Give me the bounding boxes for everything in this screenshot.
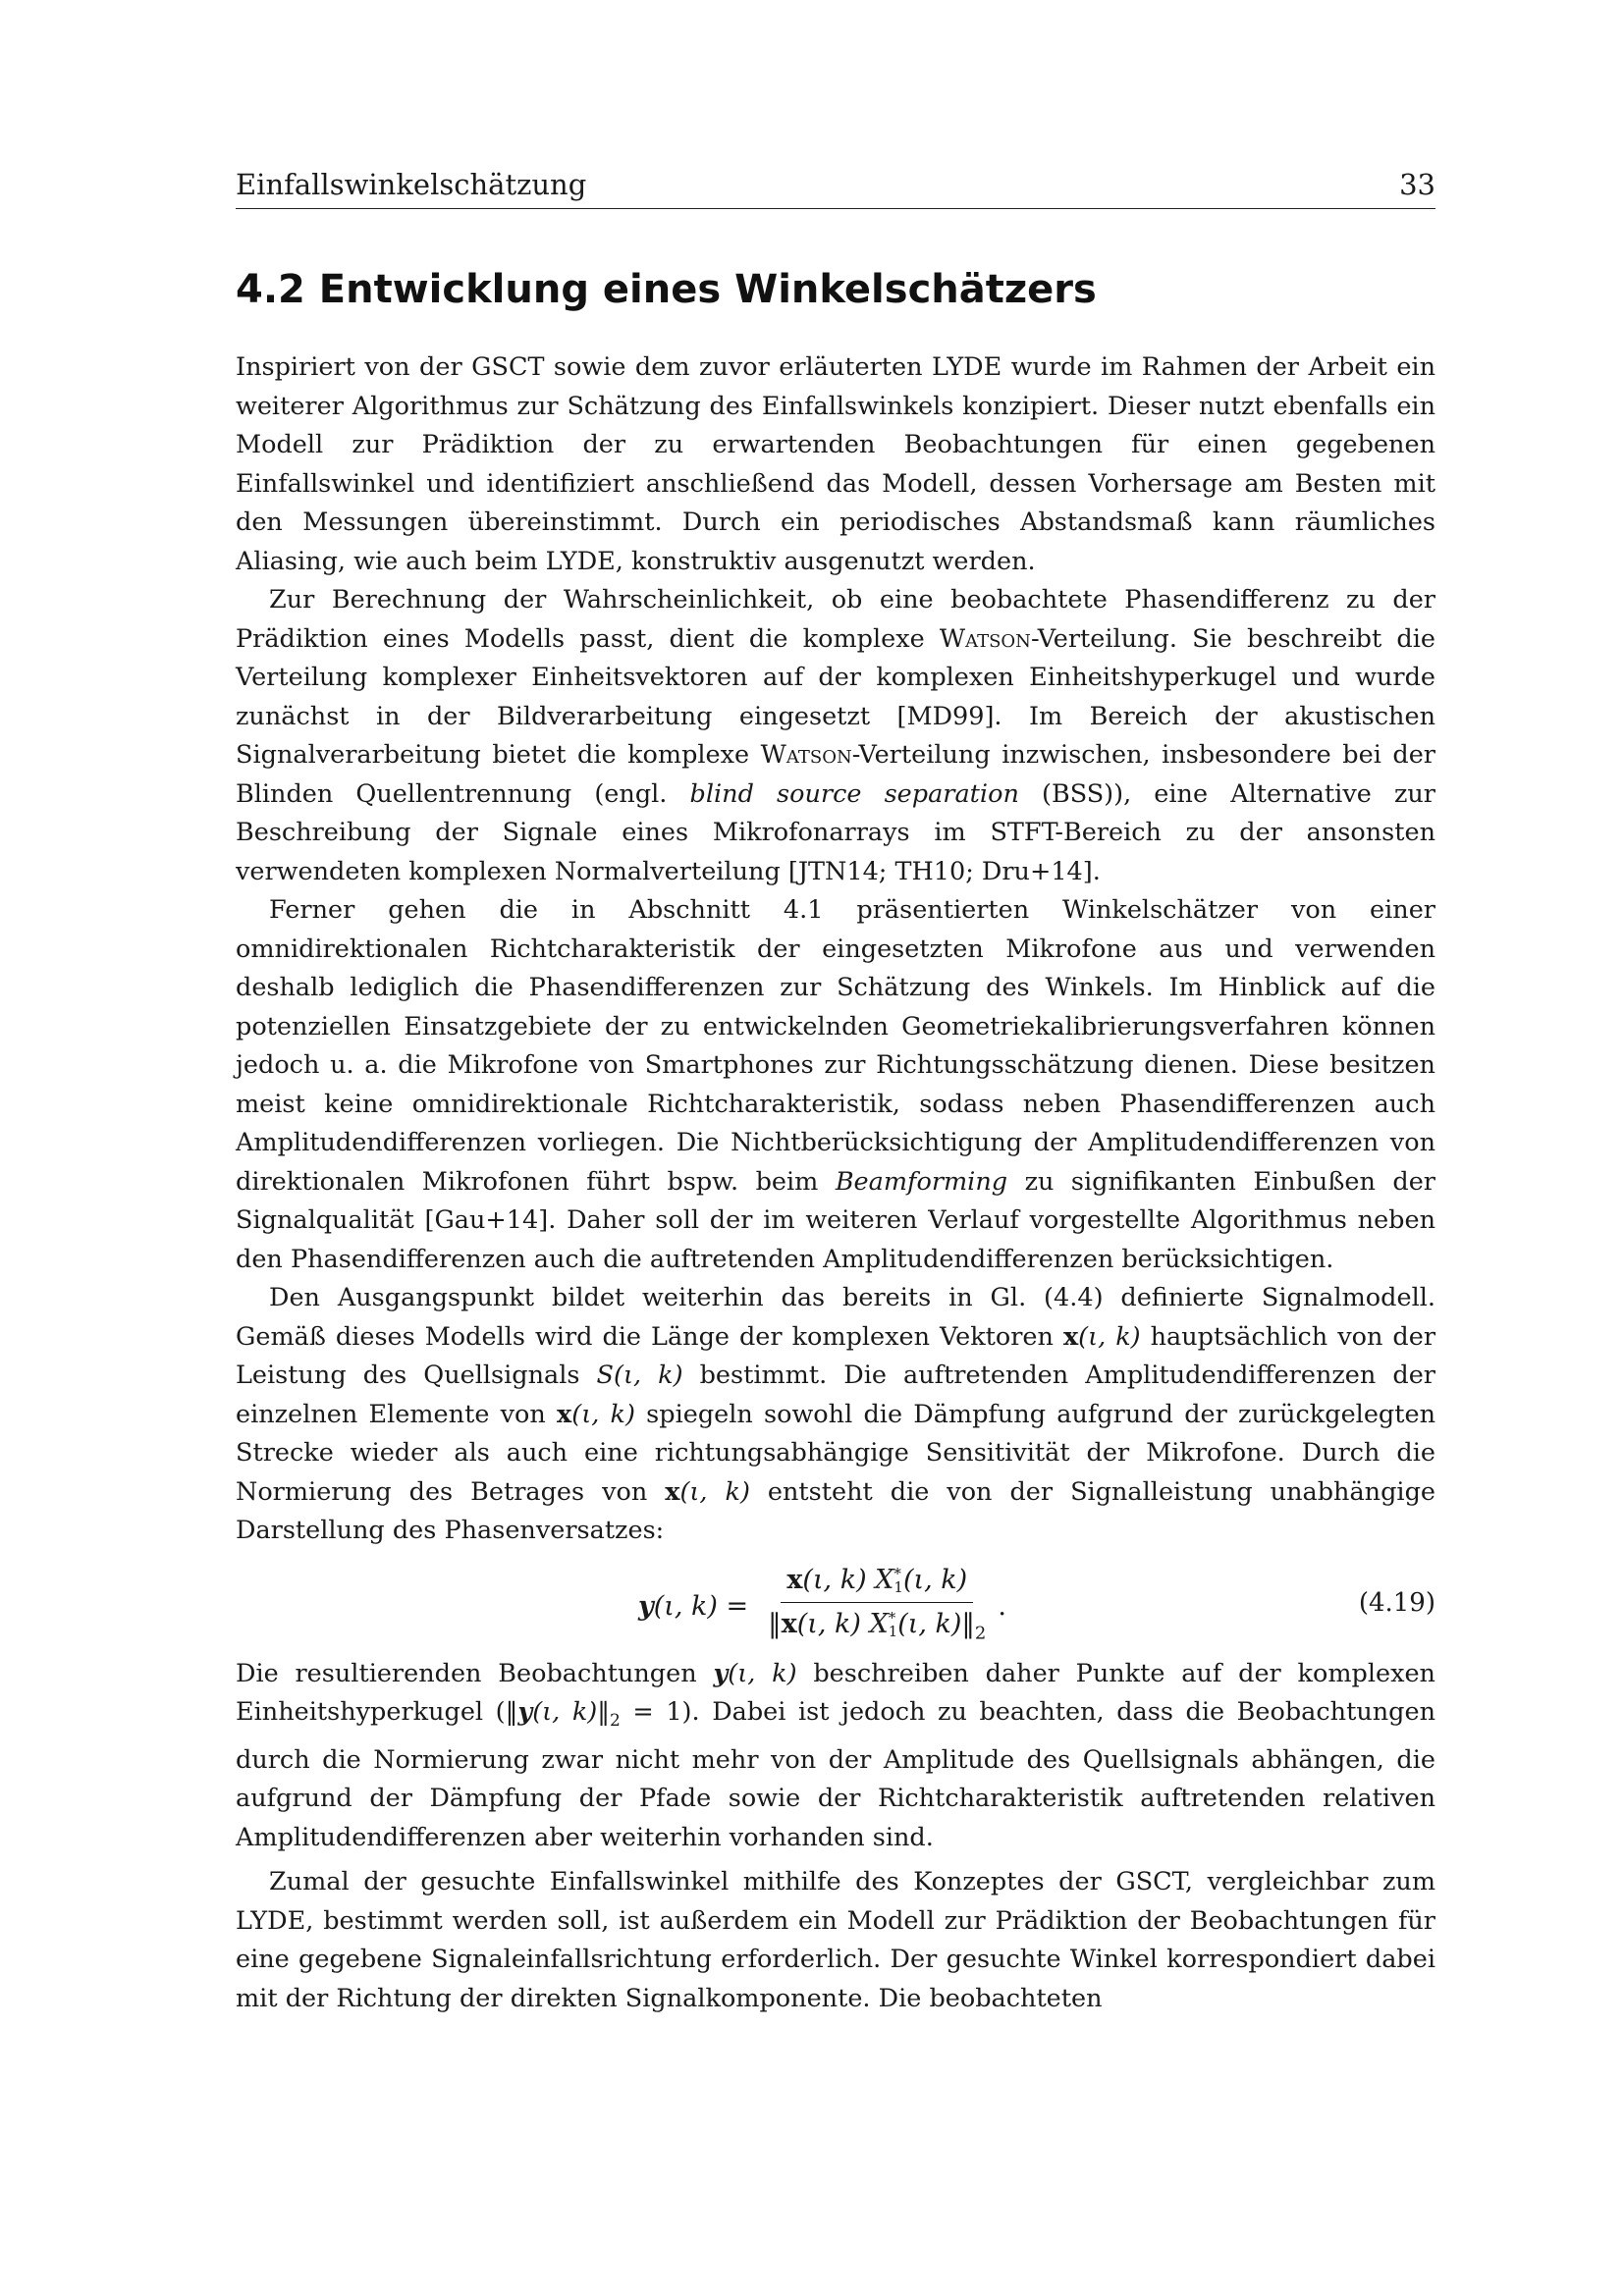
equation-body: y (ι, k) = x(ι, k) X * 1 (ι, k) ‖x(ι, k) X * 1 (ι, $k)‖_2$ . [638,1563,1006,1651]
paragraph-2: Zur Berechnung der Wahrscheinlichkeit, ob eine beobachtete Phasendifferenz zu der Prädiktion eines Modells passt, dient die komplexe Watson-Verteilung. Sie beschreibt die Verteilung komplexer Einheitsvektoren auf der komplexen Einheitshyperkugel und wurde zunächst in der Bildverarbeitung eingesetzt [MD99]. Im Bereich der akustischen Signalverarbeitung bietet die komplexe Watson-Verteilung inzwischen, insbesondere bei der Blinden Quellentrennung (engl. blind source separation (BSS)), eine Alternative zur Beschreibung der Signale eines Mikrofonarrays im STFT-Bereich zu der ansonsten verwendeten komplexen Normalverteilung [JTN14; TH10; Dru+14]. [236,585,1435,886]
math-x: x [665,1476,680,1507]
math-y: y [517,1697,533,1727]
header-chapter-title: Einfallswinkelschätzung [236,168,587,201]
fraction-denominator: ‖x(ι, k) X * 1 (ι, $k)‖_2$ [768,1608,987,1643]
fraction-numerator: x(ι, k) X * 1 (ι, k) [781,1563,973,1603]
running-header [236,167,1435,209]
equation-4-19 [236,1559,1435,1649]
paragraph-1: Inspiriert von der GSCT sowie dem zuvor erläuterten LYDE wurde im Rahmen der Arbeit ein weiterer Algorithmus zur Schätzung des Einfallswinkels konzipiert. Dieser nutzt ebenfalls ein Modell zur Prädiktion der zu erwartenden Beobachtungen für einen gegebenen Einfallswinkel und identifiziert anschließend das Modell, dessen Vorhersage am Besten mit den Messungen übereinstimmt. Durch ein periodisches Abstandsmaß kann räumliches Aliasing, wie auch beim LYDE, konstruktiv ausgenutzt werden. [236,352,1435,576]
name-watson: Watson [760,740,852,770]
math-y: y [638,1590,654,1622]
math-x: x [557,1399,572,1429]
math-y: y [713,1658,729,1688]
math-x: x [1062,1321,1079,1352]
header-page-number: 33 [1399,168,1435,201]
body-text [236,348,1435,2018]
equation-number: (4.19) [1358,1587,1435,1618]
paragraph-3: Ferner gehen die in Abschnitt 4.1 präsentierten Winkelschätzer von einer omnidirektionalen Richtcharakteristik der eingesetzten Mikrofone aus und verwenden deshalb lediglich die Phasendifferenzen zur Schätzung des Winkels. Im Hinblick auf die potenziellen Einsatzgebiete der zu entwickelnden Geometriekalibrierungsverfahren können jedoch u. a. die Mikrofone von Smartphones zur Richtungsschätzung dienen. Diese besitzen meist keine omnidirektionale Richtcharakteristik, sodass neben Phasendifferenzen auch Amplitudendifferenzen vorliegen. Die Nichtberücksichtigung der Amplitudendifferenzen von direktionalen Mikrofonen führt bspw. beim Beamforming zu signifikanten Einbußen der Signalqualität [Gau+14]. Daher soll der im weiteren Verlauf vorgestellte Algorithmus neben den Phasendifferenzen auch die auftretenden Amplitudendifferenzen berücksichtigen. [236,895,1435,1274]
equation-fraction [762,1563,992,1651]
section-title: 4.2 Entwicklung eines Winkelschätzers [236,267,1097,312]
term-bss: blind source separation [689,778,1019,809]
paragraph-6: Zumal der gesuchte Einfallswinkel mithilfe des Konzeptes der GSCT, vergleichbar zum LYDE, bestimmt werden soll, ist außerdem ein Modell zur Prädiktion der Beobachtungen für eine gegebene Signaleinfallsrichtung erforderlich. Der gesuchte Winkel korrespondiert dabei mit der Richtung der direkten Signalkomponente. Die beobachteten [236,1867,1435,2013]
paragraph-4: Den Ausgangspunkt bildet weiterhin das bereits in Gl. (4.4) definierte Signalmodell. Gemäß dieses Modells wird die Länge der komplexen Vektoren x(ι, k) hauptsächlich von der Leistung des Quellsignals S(ι, k) bestimmt. Die auftretenden Amplitudendifferenzen der einzelnen Elemente von x(ι, k) spiegeln sowohl die Dämpfung aufgrund der zurückgelegten Strecke wieder als auch eine richtungsabhängige Sensitivität der Mikrofone. Durch die Normierung des Betrages von x(ι, k) entsteht die von der Signalleistung unabhängige Darstellung des Phasenversatzes: [236,1283,1436,1545]
term-beamforming: Beamforming [835,1166,1008,1197]
math-S: S(ι, k) [596,1361,683,1390]
paragraph-5: Die resultierenden Beobachtungen y(ι, k) beschreiben daher Punkte auf der komplexen Einheitshyperkugel (‖y(ι, $k)‖_2 = 1$). Dabei ist jedoch zu beachten, dass die Beobachtungen durch die Normierung zwar nicht mehr von der Amplitude des Quellsignals abhängen, die aufgrund der Dämpfung der Pfade sowie der Richtcharakteristik auftretenden relativen Amplitudendifferenzen aber weiterhin vorhanden sind. [236,1658,1435,1852]
name-watson: Watson [939,623,1031,654]
